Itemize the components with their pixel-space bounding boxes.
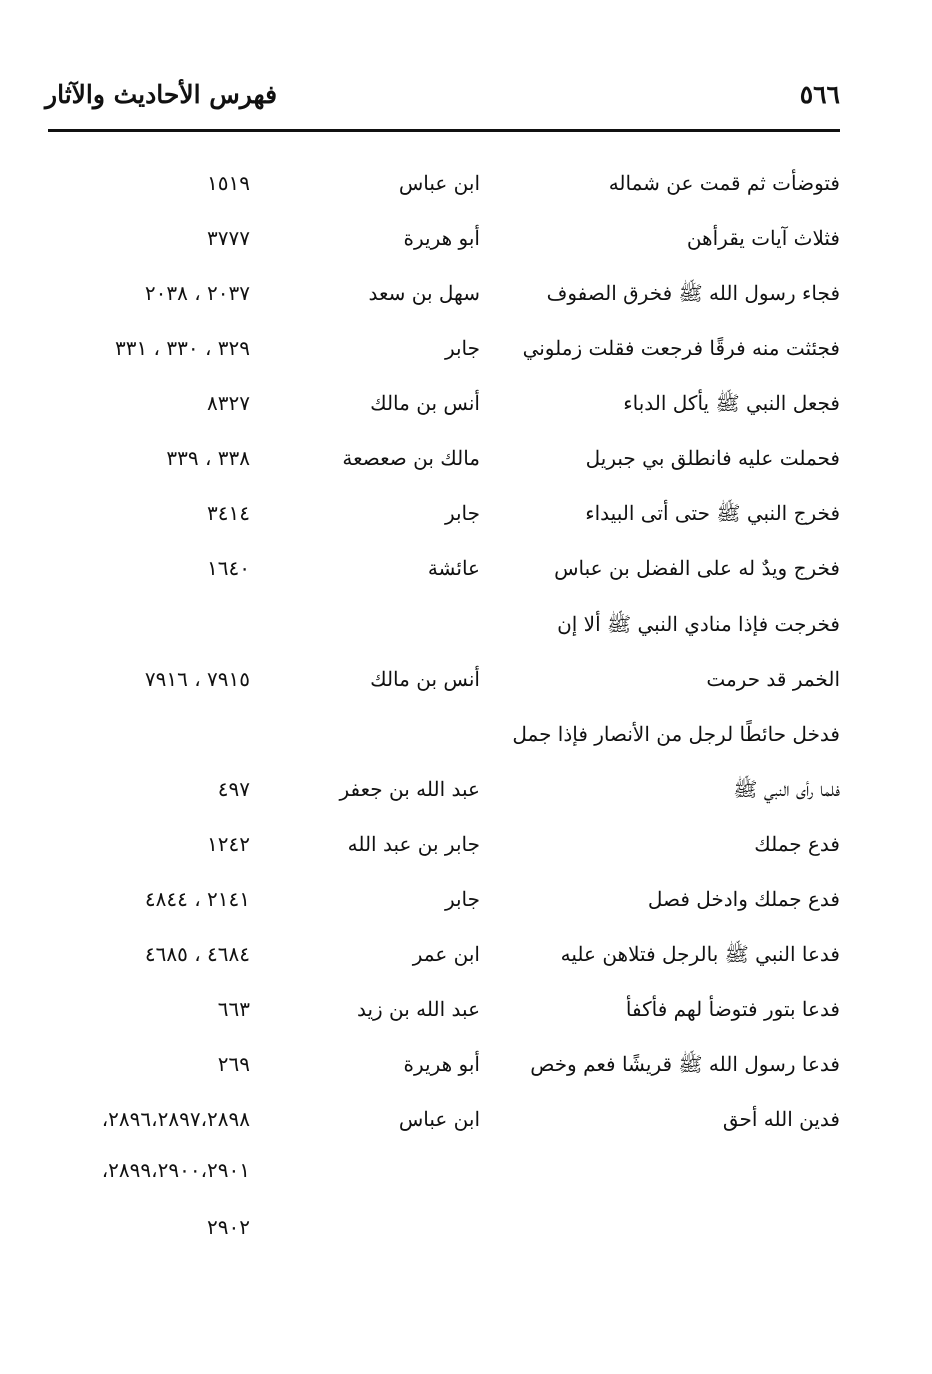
hadith-text: فدعا بتور فتوضأ لهم فأكفأ xyxy=(625,997,840,1021)
narrator: ابن عباس xyxy=(398,171,480,195)
index-entry xyxy=(0,328,932,368)
hadith-numbers: ١٢٤٢ xyxy=(207,832,250,856)
hadith-numbers: ١٦٤٠ xyxy=(207,556,250,580)
hadith-numbers: ١٥١٩ xyxy=(207,171,250,195)
hadith-numbers: ٢٩٠٢ xyxy=(207,1215,250,1239)
hadith-text: فخرج ويدٌ له على الفضل بن عباس xyxy=(554,556,840,580)
hadith-numbers: ٣٤١٤ xyxy=(207,501,250,525)
hadith-text: فدين الله أحق xyxy=(722,1107,840,1131)
narrator: ابن عمر xyxy=(412,942,480,966)
hadith-numbers: ٢٠٣٧ ، ٢٠٣٨ xyxy=(144,281,250,305)
hadith-numbers: ٢٨٩٩،٢٩٠٠،٢٩٠١، xyxy=(101,1158,250,1182)
narrator: ابن عباس xyxy=(398,1107,480,1131)
narrator: جابر xyxy=(444,501,480,525)
index-entry xyxy=(0,659,932,699)
hadith-numbers: ٣٢٩ ، ٣٣٠ ، ٣٣١ xyxy=(114,336,250,360)
narrator: جابر بن عبد الله xyxy=(347,832,480,856)
narrator: عبد الله بن زيد xyxy=(356,997,480,1021)
hadith-text: فتوضأت ثم قمت عن شماله xyxy=(608,171,840,195)
hadith-numbers: ٤٦٨٤ ، ٤٦٨٥ xyxy=(144,942,250,966)
index-entry xyxy=(0,1207,932,1247)
hadith-text: فحملت عليه فانطلق بي جبريل xyxy=(585,446,840,470)
index-entry xyxy=(0,438,932,478)
hadith-text: فدع جملك وادخل فصل xyxy=(647,887,840,911)
hadith-numbers: ٨٣٢٧ xyxy=(207,391,250,415)
index-entry xyxy=(0,1150,932,1190)
hadith-numbers: ٢٨٩٦،٢٨٩٧،٢٨٩٨، xyxy=(101,1107,250,1131)
narrator: عبد الله بن جعفر xyxy=(339,777,480,801)
narrator: عائشة xyxy=(427,556,480,580)
index-entry xyxy=(0,1044,932,1084)
narrator: جابر xyxy=(444,887,480,911)
index-entry xyxy=(0,879,932,919)
hadith-text: فدخل حائطًا لرجل من الأنصار فإذا جمل xyxy=(512,722,840,746)
index-entry xyxy=(0,989,932,1029)
hadith-text: فدعا رسول الله ﷺ قريشًا فعم وخص xyxy=(530,1052,840,1076)
hadith-numbers: ٢٦٩ xyxy=(217,1052,250,1076)
hadith-text: فلما رأى النبي ﷺ xyxy=(733,777,840,801)
index-entry xyxy=(0,273,932,313)
hadith-text: فخرجت فإذا منادي النبي ﷺ ألا إن xyxy=(557,612,840,636)
hadith-text: فثلاث آيات يقرأهن xyxy=(686,226,840,250)
hadith-text: فدع جملك xyxy=(754,832,840,856)
narrator: مالك بن صعصعة xyxy=(342,446,480,470)
page-title: فهرس الأحاديث والآثار xyxy=(45,80,278,109)
index-entry xyxy=(0,824,932,864)
hadith-numbers: ٦٦٣ xyxy=(217,997,250,1021)
index-entry xyxy=(0,1099,932,1139)
index-entry xyxy=(0,934,932,974)
index-entry xyxy=(0,383,932,423)
hadith-numbers: ٣٣٨ ، ٣٣٩ xyxy=(166,446,250,470)
narrator: أنس بن مالك xyxy=(370,391,480,415)
hadith-numbers: ٧٩١٥ ، ٧٩١٦ xyxy=(144,667,250,691)
narrator: جابر xyxy=(444,336,480,360)
narrator: أنس بن مالك xyxy=(370,667,480,691)
index-entry xyxy=(0,604,932,644)
index-entry xyxy=(0,163,932,203)
index-entry xyxy=(0,548,932,588)
hadith-numbers: ٢١٤١ ، ٤٨٤٤ xyxy=(144,887,250,911)
narrator: أبو هريرة xyxy=(403,1052,480,1076)
hadith-text: فدعا النبي ﷺ بالرجل فتلاهن عليه xyxy=(560,942,840,966)
index-entry xyxy=(0,493,932,533)
narrator: سهل بن سعد xyxy=(368,281,480,305)
hadith-text: فجاء رسول الله ﷺ فخرق الصفوف xyxy=(546,281,840,305)
hadith-numbers: ٣٧٧٧ xyxy=(207,226,250,250)
page-number: ٥٦٦ xyxy=(799,80,840,109)
hadith-text: فجعل النبي ﷺ يأكل الدباء xyxy=(623,391,840,415)
hadith-text: فجئثت منه فرقًا فرجعت فقلت زملوني xyxy=(522,336,840,360)
narrator: أبو هريرة xyxy=(403,226,480,250)
hadith-numbers: ٤٩٧ xyxy=(217,777,250,801)
hadith-text: فخرج النبي ﷺ حتى أتى البيداء xyxy=(585,501,840,525)
index-entry xyxy=(0,769,932,809)
hadith-text: الخمر قد حرمت xyxy=(706,667,840,691)
index-entry xyxy=(0,714,932,754)
index-entry xyxy=(0,218,932,258)
